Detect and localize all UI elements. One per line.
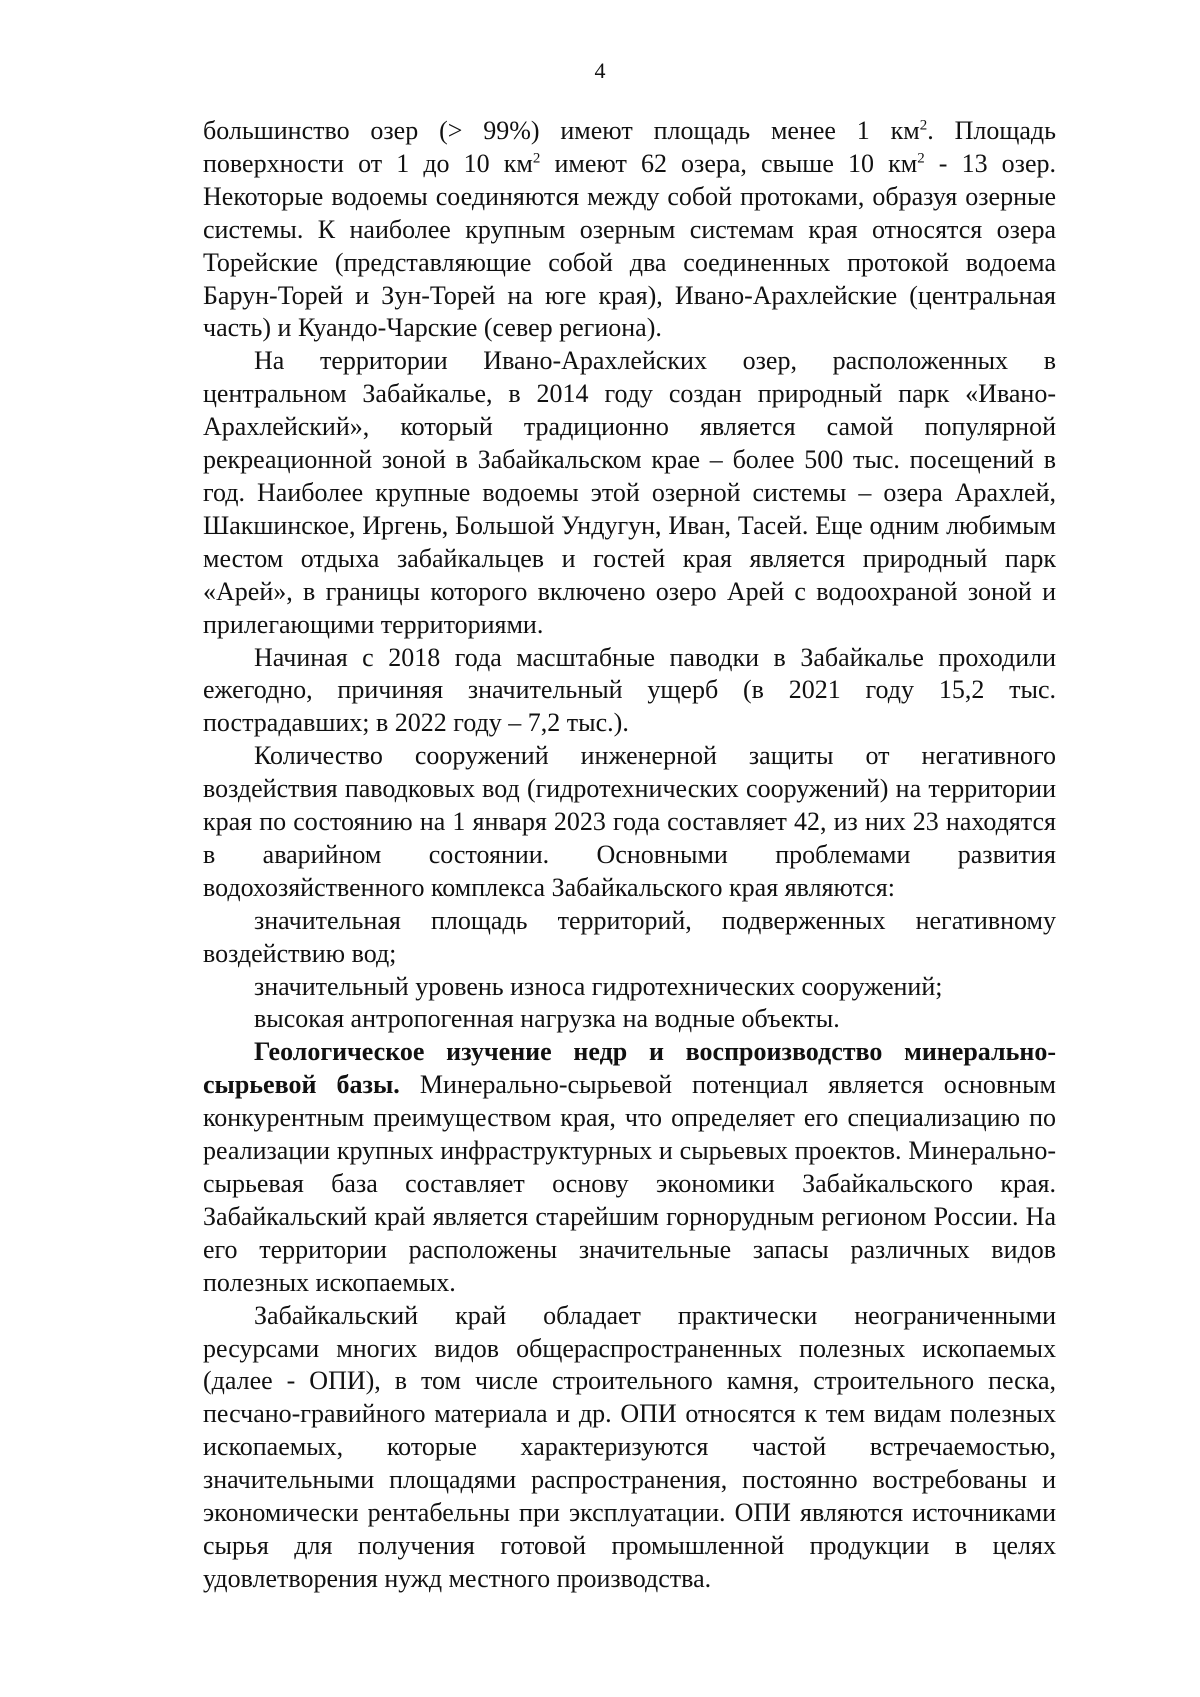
superscript-squared-3: 2 bbox=[917, 150, 925, 167]
paragraph-ivano-arakhlei-park: На территории Ивано-Арахлейских озер, расположенных в центральном Забайкалье, в 2014 году создан природный парк «Ивано-Арахлейский», который традиционно является самой популярной рекреационной зоной в Забайкальском крае – более 500 тыс. посещений в год. Наиболее крупные водоемы этой озерной системы – озера Арахлей, Шакшинское, Иргень, Большой Ундугун, Иван, Тасей. Еще одним любимым местом отдыха забайкальцев и гостей края является природный парк «Арей», в границы которого включено озеро Арей с водоохраной зоной и прилегающими территориями. bbox=[203, 346, 1056, 639]
paragraph-common-minerals: Забайкальский край обладает практически неограниченными ресурсами многих видов общераспространенных полезных ископаемых (далее - ОПИ), в том числе строительного камня, строительного песка, песчано-гравийного материала и др. ОПИ относятся к тем видам полезных ископаемых, которые характеризуются частой встречаемостью, значительными площадями распространения, постоянно востребованы и экономически рентабельны при эксплуатации. ОПИ являются источниками сырья для получения готовой промышленной продукции в целях удовлетворения нужд местного производства. bbox=[203, 1300, 1056, 1593]
superscript-squared-2: 2 bbox=[532, 150, 541, 167]
paragraph-lakes-area-part-4: - 13 озер. Некоторые водоемы соединяются между собой протоками, образуя озерные системы. К наиболее крупным озерным системам края относятся озера Торейские (представляющие собой два соединенных протокой водоема Барун-Торей и Зун-Торей на юге края), Ивано-Арахлейские (центральная часть) и Куандо-Чарские (север региона). bbox=[203, 148, 1056, 343]
paragraph-hydraulic-structures: Количество сооружений инженерной защиты от негативного воздействия паводковых вод (гидротехнических сооружений) на территории края по состоянию на 1 января 2023 года составляет 42, из них 23 находятся в аварийном состоянии. Основными проблемами развития водохозяйственного комплекса Забайкальского края являются: bbox=[203, 741, 1056, 902]
paragraph-lakes-area-part-2: . Площадь поверхности от 1 до 10 км bbox=[203, 116, 1056, 178]
paragraph-lakes-area-part-1: большинство озер (> 99%) имеют площадь менее 1 км bbox=[203, 116, 920, 145]
paragraph-lakes-area-part-3: имеют 62 озера, свыше 10 км bbox=[540, 148, 918, 178]
list-item-territory-impact: значительная площадь территорий, подверженных негативному воздействию вод; bbox=[203, 905, 1056, 968]
paragraph-floods: Начиная с 2018 года масштабные паводки в Забайкалье проходили ежегодно, причиняя значительный ущерб (в 2021 году 15,2 тыс. пострадавших; в 2022 году – 7,2 тыс.). bbox=[203, 642, 1056, 738]
list-item-anthropogenic-load: высокая антропогенная нагрузка на водные объекты. bbox=[254, 1004, 840, 1034]
paragraph-geology bbox=[203, 1036, 1056, 1299]
document-body bbox=[203, 115, 1056, 1596]
list-item-structures-wear: значительный уровень износа гидротехнических сооружений; bbox=[254, 971, 943, 1001]
superscript-squared-1: 2 bbox=[919, 117, 928, 134]
paragraph-geology-text: Минерально-сырьевой потенциал является основным конкурентным преимуществом края, что определяет его специализацию по реализации крупных инфраструктурных и сырьевых проектов. Минерально-сырьевая база составляет основу экономики Забайкальского края. Забайкальский край является старейшим горнорудным регионом России. На его территории расположены значительные запасы различных видов полезных ископаемых. bbox=[203, 1070, 1057, 1297]
paragraph-lakes-area bbox=[203, 115, 1056, 345]
page-number: 4 bbox=[594, 58, 606, 83]
section-heading-geology: Геологическое изучение недр и воспроизводство минерально-сырьевой базы. bbox=[203, 1037, 1056, 1100]
